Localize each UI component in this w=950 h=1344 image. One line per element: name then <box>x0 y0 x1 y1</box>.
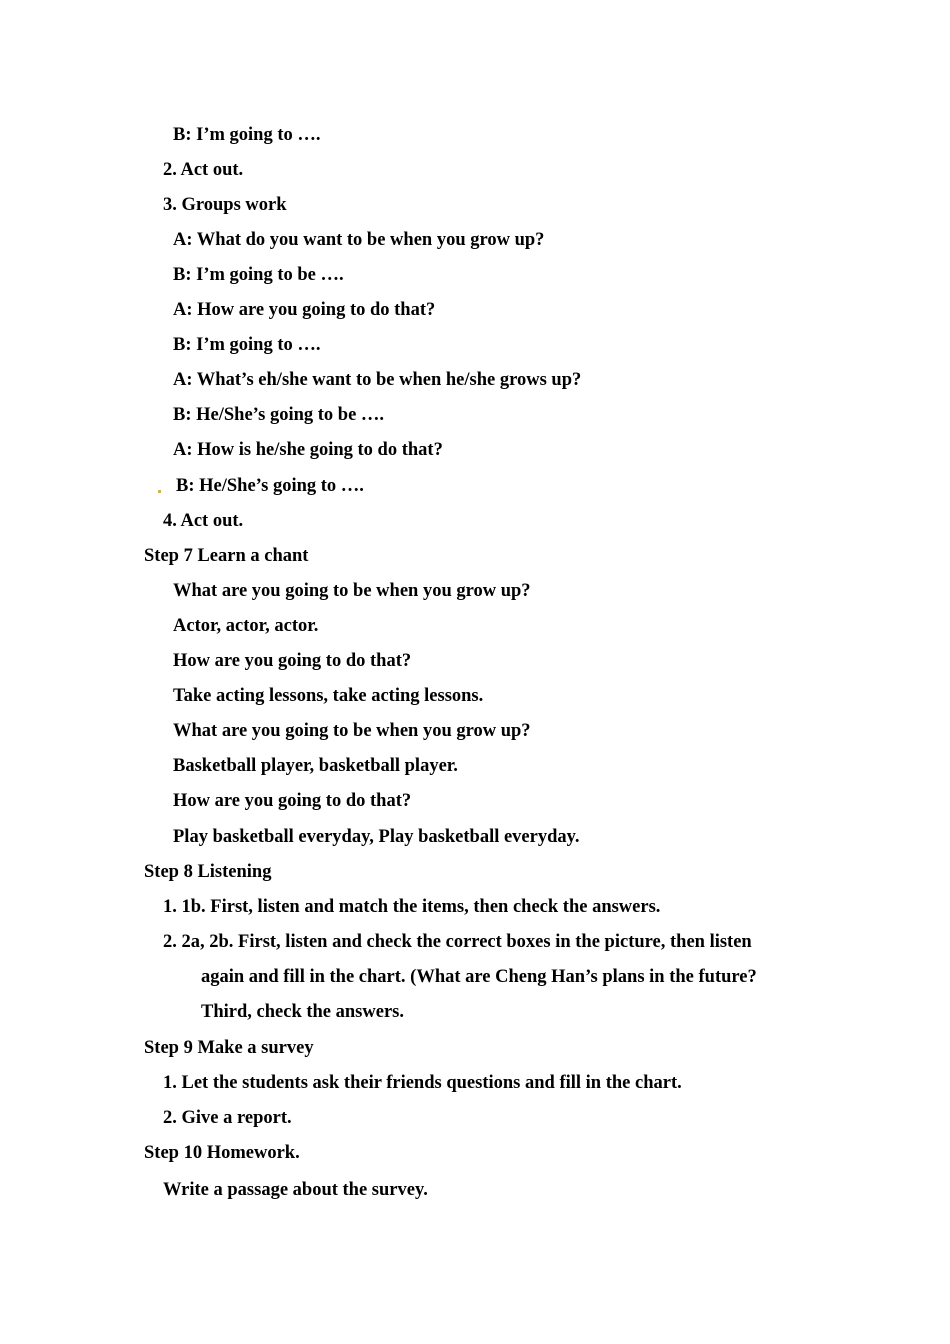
list-item: 2. 2a, 2b. First, listen and check the correct boxes in the picture, then listen <box>163 932 752 952</box>
dialogue-line: B: I’m going to be …. <box>173 265 344 285</box>
list-item: 1. 1b. First, listen and match the items, then check the answers. <box>163 897 661 917</box>
list-item: 3. Groups work <box>163 195 287 215</box>
chant-line: What are you going to be when you grow up? <box>173 721 531 741</box>
step-heading: Step 9 Make a survey <box>144 1038 314 1058</box>
chant-line: What are you going to be when you grow up? <box>173 581 531 601</box>
step-heading: Step 7 Learn a chant <box>144 546 309 566</box>
list-item: 2. Act out. <box>163 160 244 180</box>
chant-line: Actor, actor, actor. <box>173 616 319 636</box>
list-item: 4. Act out. <box>163 511 244 531</box>
dialogue-line: B: He/She’s going to …. <box>176 476 364 496</box>
dialogue-line: B: I’m going to …. <box>173 125 321 145</box>
dialogue-line: A: How are you going to do that? <box>173 300 436 320</box>
chant-line: Play basketball everyday, Play basketball everyday. <box>173 827 580 847</box>
stray-mark <box>158 490 161 493</box>
step-heading: Step 10 Homework. <box>144 1143 300 1163</box>
list-item: 2. Give a report. <box>163 1108 292 1128</box>
homework-text: Write a passage about the survey. <box>163 1180 428 1200</box>
dialogue-line: A: What’s eh/she want to be when he/she grows up? <box>173 370 582 390</box>
chant-line: How are you going to do that? <box>173 791 412 811</box>
chant-line: Take acting lessons, take acting lessons. <box>173 686 484 706</box>
chant-line: Basketball player, basketball player. <box>173 756 458 776</box>
list-item-continuation: Third, check the answers. <box>201 1002 404 1022</box>
dialogue-line: A: How is he/she going to do that? <box>173 440 443 460</box>
dialogue-line: A: What do you want to be when you grow up? <box>173 230 545 250</box>
chant-line: How are you going to do that? <box>173 651 412 671</box>
dialogue-line: B: I’m going to …. <box>173 335 321 355</box>
dialogue-line: B: He/She’s going to be …. <box>173 405 385 425</box>
list-item: 1. Let the students ask their friends questions and fill in the chart. <box>163 1073 682 1093</box>
step-heading: Step 8 Listening <box>144 862 272 882</box>
list-item-continuation: again and fill in the chart. (What are Cheng Han’s plans in the future? <box>201 967 757 987</box>
